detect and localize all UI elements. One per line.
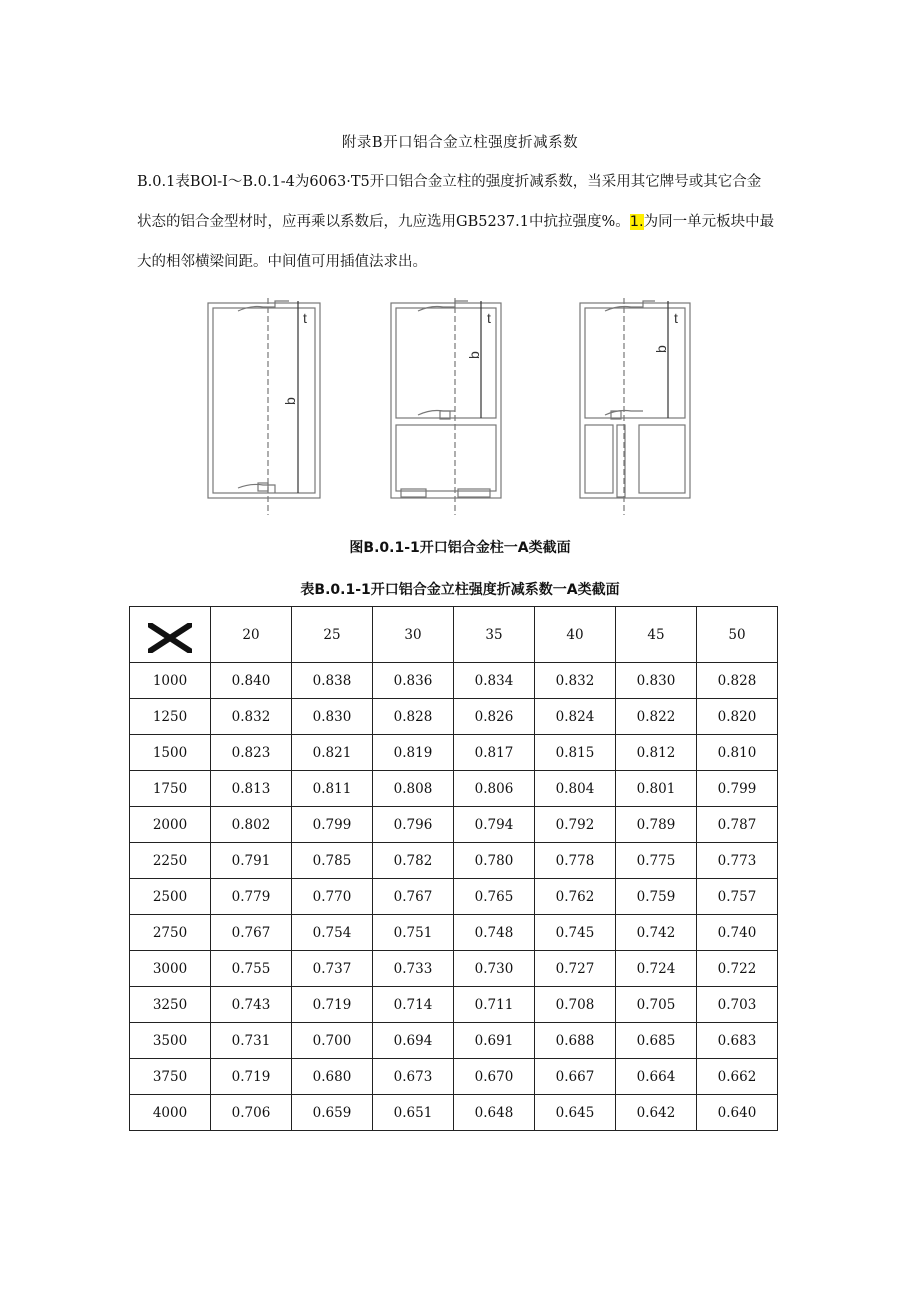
table-cell: 0.714	[373, 987, 454, 1023]
column-header: 30	[373, 607, 454, 663]
table-cell: 0.664	[616, 1059, 697, 1095]
table-cell: 0.651	[373, 1095, 454, 1131]
row-label: 4000	[130, 1095, 211, 1131]
page-title: 附录B开口铝合金立柱强度折减系数	[341, 135, 579, 151]
row-label: 2250	[130, 843, 211, 879]
highlighted-mark: 1.	[629, 214, 644, 230]
table-cell: 0.680	[292, 1059, 373, 1095]
table-cell: 0.742	[616, 915, 697, 951]
table-cell: 0.832	[211, 699, 292, 735]
table-cell: 0.724	[616, 951, 697, 987]
table-cell: 0.745	[535, 915, 616, 951]
intro-paragraph	[137, 162, 817, 282]
column-header: 35	[454, 607, 535, 663]
table-cell: 0.765	[454, 879, 535, 915]
dimension-t-label-2: t	[487, 310, 491, 326]
table-cell: 0.700	[292, 1023, 373, 1059]
table-cell: 0.757	[697, 879, 778, 915]
section-1-drawing	[208, 298, 320, 515]
table-caption: 表B.0.1-1开口铝合金立柱强度折减系数一A类截面	[300, 582, 620, 598]
column-header: 40	[535, 607, 616, 663]
table-cell: 0.832	[535, 663, 616, 699]
table-cell: 0.826	[454, 699, 535, 735]
table-cell: 0.759	[616, 879, 697, 915]
paragraph-line-2-tail: 为同一单元板块中最	[643, 214, 775, 230]
table-cell: 0.823	[211, 735, 292, 771]
table-cell: 0.719	[211, 1059, 292, 1095]
table-row	[130, 807, 778, 843]
table-row	[130, 951, 778, 987]
column-header: 20	[211, 607, 292, 663]
table-cell: 0.791	[211, 843, 292, 879]
corner-x-mark	[148, 623, 192, 653]
table-cell: 0.830	[616, 663, 697, 699]
table-cell: 0.743	[211, 987, 292, 1023]
table-cell: 0.711	[454, 987, 535, 1023]
table-cell: 0.810	[697, 735, 778, 771]
row-label: 1500	[130, 735, 211, 771]
row-label: 3750	[130, 1059, 211, 1095]
table-cell: 0.828	[697, 663, 778, 699]
row-label: 2000	[130, 807, 211, 843]
table-cell: 0.789	[616, 807, 697, 843]
table-cell: 0.648	[454, 1095, 535, 1131]
table-row	[130, 987, 778, 1023]
row-label: 1000	[130, 663, 211, 699]
table-cell: 0.737	[292, 951, 373, 987]
table-cell: 0.792	[535, 807, 616, 843]
table-cell: 0.691	[454, 1023, 535, 1059]
table-cell: 0.730	[454, 951, 535, 987]
table-cell: 0.773	[697, 843, 778, 879]
table-row	[130, 1095, 778, 1131]
table-row	[130, 663, 778, 699]
dimension-b-label-1: b	[282, 397, 298, 405]
table-cell: 0.813	[211, 771, 292, 807]
table-cell: 0.817	[454, 735, 535, 771]
table-cell: 0.755	[211, 951, 292, 987]
table-corner-cell	[130, 607, 211, 663]
section-3-drawing	[580, 298, 690, 515]
table-cell: 0.811	[292, 771, 373, 807]
table-cell: 0.740	[697, 915, 778, 951]
table-cell: 0.804	[535, 771, 616, 807]
table-cell: 0.834	[454, 663, 535, 699]
table-cell: 0.812	[616, 735, 697, 771]
reduction-factor-table	[129, 606, 778, 1131]
table-cell: 0.828	[373, 699, 454, 735]
table-cell: 0.838	[292, 663, 373, 699]
table-cell: 0.767	[211, 915, 292, 951]
dimension-t-label-1: t	[303, 310, 307, 326]
column-header: 45	[616, 607, 697, 663]
table-cell: 0.708	[535, 987, 616, 1023]
section-2-drawing	[391, 298, 501, 515]
table-cell: 0.722	[697, 951, 778, 987]
table-row	[130, 1023, 778, 1059]
table-cell: 0.688	[535, 1023, 616, 1059]
table-cell: 0.748	[454, 915, 535, 951]
column-header: 50	[697, 607, 778, 663]
table-cell: 0.683	[697, 1023, 778, 1059]
table-cell: 0.685	[616, 1023, 697, 1059]
table-cell: 0.802	[211, 807, 292, 843]
row-label: 1750	[130, 771, 211, 807]
table-cell: 0.767	[373, 879, 454, 915]
table-row	[130, 771, 778, 807]
row-label: 2500	[130, 879, 211, 915]
table-cell: 0.822	[616, 699, 697, 735]
table-cell: 0.673	[373, 1059, 454, 1095]
table-cell: 0.670	[454, 1059, 535, 1095]
dimension-b-label-2: b	[466, 351, 482, 359]
table-cell: 0.640	[697, 1095, 778, 1131]
table-cell: 0.796	[373, 807, 454, 843]
table-cell: 0.780	[454, 843, 535, 879]
row-label: 2750	[130, 915, 211, 951]
table-cell: 0.820	[697, 699, 778, 735]
table-cell: 0.659	[292, 1095, 373, 1131]
table-cell: 0.799	[697, 771, 778, 807]
row-label: 1250	[130, 699, 211, 735]
paragraph-line-2-text: 状态的铝合金型材时，应再乘以系数后，九应选用GB5237.1中抗拉强度%。	[137, 214, 630, 230]
table-cell: 0.821	[292, 735, 373, 771]
table-header-row	[130, 607, 778, 663]
table-cell: 0.727	[535, 951, 616, 987]
table-cell: 0.830	[292, 699, 373, 735]
table-row	[130, 915, 778, 951]
table-cell: 0.775	[616, 843, 697, 879]
table-row	[130, 699, 778, 735]
table-cell: 0.733	[373, 951, 454, 987]
paragraph-line-1: B.0.1表BOl-I～B.0.1-4为6063·T5开口铝合金立柱的强度折减系数，当采用其它牌号或其它合金	[137, 174, 762, 190]
table-cell: 0.706	[211, 1095, 292, 1131]
table-cell: 0.645	[535, 1095, 616, 1131]
table-row	[130, 735, 778, 771]
column-header: 25	[292, 607, 373, 663]
table-cell: 0.840	[211, 663, 292, 699]
table-cell: 0.703	[697, 987, 778, 1023]
table-cell: 0.778	[535, 843, 616, 879]
table-cell: 0.808	[373, 771, 454, 807]
table-cell: 0.662	[697, 1059, 778, 1095]
table-cell: 0.794	[454, 807, 535, 843]
section-drawings	[203, 293, 703, 518]
section-figure	[203, 293, 703, 518]
table-cell: 0.815	[535, 735, 616, 771]
table-cell: 0.779	[211, 879, 292, 915]
paragraph-line-3: 大的相邻横梁间距。中间值可用插值法求出。	[137, 254, 427, 270]
table-cell: 0.785	[292, 843, 373, 879]
row-label: 3000	[130, 951, 211, 987]
table-cell: 0.719	[292, 987, 373, 1023]
table-cell: 0.836	[373, 663, 454, 699]
table-cell: 0.770	[292, 879, 373, 915]
table-cell: 0.819	[373, 735, 454, 771]
row-label: 3500	[130, 1023, 211, 1059]
table-cell: 0.782	[373, 843, 454, 879]
table-cell: 0.705	[616, 987, 697, 1023]
table-cell: 0.801	[616, 771, 697, 807]
table-cell: 0.799	[292, 807, 373, 843]
table-row	[130, 879, 778, 915]
dimension-b-label-3: b	[653, 345, 669, 353]
table-cell: 0.642	[616, 1095, 697, 1131]
table-cell: 0.806	[454, 771, 535, 807]
dimension-t-label-3: t	[674, 310, 678, 326]
table-cell: 0.751	[373, 915, 454, 951]
figure-caption: 图B.0.1-1开口铝合金柱一A类截面	[349, 540, 571, 556]
table-cell: 0.667	[535, 1059, 616, 1095]
table-cell: 0.787	[697, 807, 778, 843]
table-row	[130, 1059, 778, 1095]
row-label: 3250	[130, 987, 211, 1023]
table-cell: 0.731	[211, 1023, 292, 1059]
paragraph-line-2	[137, 202, 817, 242]
table-cell: 0.762	[535, 879, 616, 915]
table-cell: 0.754	[292, 915, 373, 951]
table-cell: 0.694	[373, 1023, 454, 1059]
table-row	[130, 843, 778, 879]
table-cell: 0.824	[535, 699, 616, 735]
